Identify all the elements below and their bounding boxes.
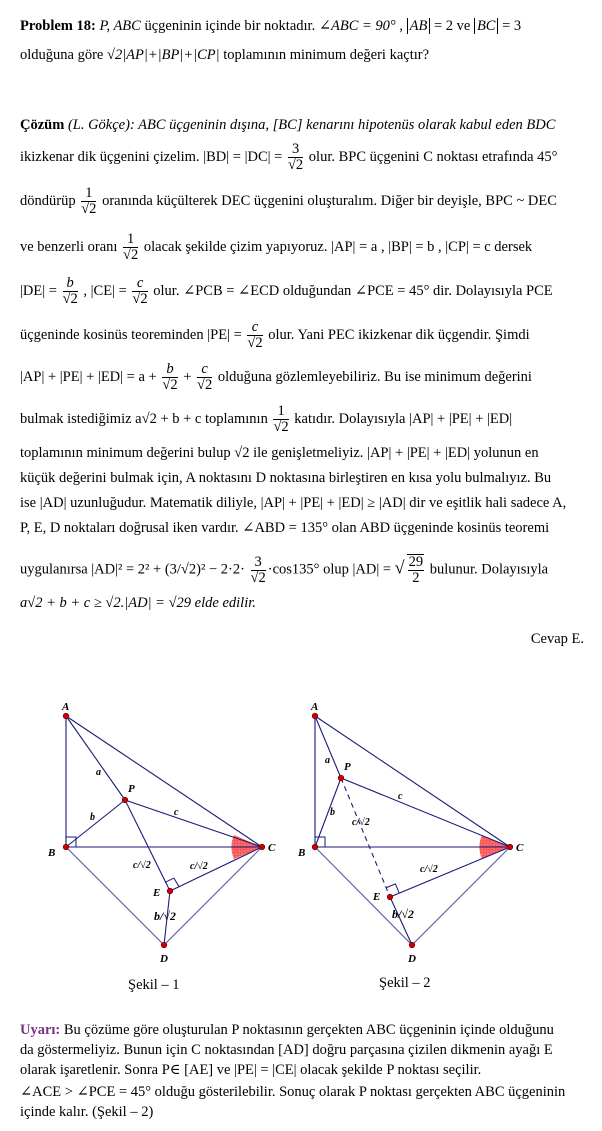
- solution-line: [20, 186, 557, 217]
- angle-abc: ∠ABC = 90°: [318, 18, 396, 34]
- solution-line: uygulanırsa |AD|² = 2² + (3/√2)² − 2·2· $\frac{3}{√2}$ ·cos135° olup |AD| = √ $\frac{29}{2}$ bulunur. Dolayısıyla: [20, 553, 549, 586]
- solution-line: toplamının minimum değerini bulup √2 ile genişletmeliyiz. |AP| + |PE| + |ED| yolunun en: [20, 445, 539, 461]
- segment-dc-outer: [412, 847, 510, 945]
- point-label-b: B: [298, 847, 306, 859]
- solution-label: Çözüm: [20, 117, 65, 133]
- problem-text: toplamının minimum değeri kaçtır?: [223, 47, 430, 63]
- solution-text: ABC üçgeninin dışına, [BC] kenarını hipotenüs olarak kabul eden BDC: [134, 117, 556, 133]
- problem-expression: √2|AP|+|BP|+|CP|: [106, 47, 220, 63]
- solution-text: döndürüp: [20, 192, 76, 209]
- segment-label: c: [398, 791, 403, 802]
- warning-text: Bu çözüme göre oluşturulan P noktasının gerçekten ABC üçgeninin içinde olduğunu: [60, 1022, 554, 1038]
- solution-text: olacak şekilde çizim yapıyoruz. |AP| = a , |BP| = b , |CP| = c dersek: [140, 238, 533, 255]
- problem-line-1: Problem 18: P, ABC üçgeninin içinde bir noktadır. ∠ABC = 90° , AB = 2 ve BC = 3: [20, 18, 522, 34]
- segment-label: c/√2: [352, 817, 370, 828]
- solution-text: ve benzerli oranı: [20, 238, 118, 255]
- segment-label: a: [96, 767, 101, 778]
- point-label-e: E: [373, 891, 381, 903]
- point-label-e: E: [153, 887, 161, 899]
- segment-label: b: [330, 807, 335, 818]
- segment-label: c/√2: [190, 861, 208, 872]
- solution-text: katıdır. Dolayısıyla |AP| + |PE| + |ED|: [290, 410, 513, 427]
- segment-label: c: [174, 807, 179, 818]
- solution-text: üçgeninde kosinüs teoreminden |PE| =: [20, 326, 242, 343]
- solution-text: , |CE| =: [79, 282, 127, 299]
- fraction: $\frac{3}{√2}$: [250, 553, 266, 586]
- fraction: $\frac{c}{√2}$: [197, 361, 213, 393]
- point-e: [167, 888, 173, 894]
- figure-1-caption: Şekil – 1: [128, 977, 180, 993]
- solution-line: [20, 232, 532, 263]
- segment-label: b/√2: [154, 909, 176, 923]
- solution-text: ·cos135° olup |AD| =: [267, 561, 392, 578]
- point-label-b: B: [48, 847, 56, 859]
- fraction: $\frac{b}{√2}$: [162, 361, 178, 393]
- solution-text: oranında küçülterek DEC üçgenini oluşturalım. Diğer bir deyişle, BPC ~ DEC: [98, 192, 557, 209]
- segment-label: b/√2: [392, 907, 414, 921]
- point-d: [409, 942, 415, 948]
- solution-text: bulunur. Dolayısıyla: [426, 561, 549, 578]
- fraction: $\frac{c}{√2}$: [132, 275, 148, 307]
- problem-label: Problem 18:: [20, 18, 96, 34]
- segment-pe: [341, 778, 390, 897]
- point-a: [63, 713, 69, 719]
- warning-label: Uyarı:: [20, 1022, 61, 1038]
- point-b: [63, 844, 69, 850]
- figure-2: [297, 701, 524, 965]
- point-label-c: C: [516, 842, 524, 854]
- point-d: [161, 942, 167, 948]
- segment-bp: [66, 800, 125, 847]
- segment-bd-outer: [315, 847, 412, 945]
- solution-text: |DE| =: [20, 282, 57, 299]
- segment-pc: [341, 778, 510, 847]
- segment-ec: [170, 847, 262, 891]
- figures-svg: [0, 690, 602, 1000]
- warning-line: da göstermeliyiz. Bunun için C noktasından [AD] doğru parçasına çizilen dikmenin ayağı E: [20, 1042, 553, 1058]
- answer: Cevap E.: [530, 631, 584, 647]
- figure-2-caption: Şekil – 2: [379, 975, 431, 991]
- fraction: $\frac{c}{√2}$: [247, 319, 263, 351]
- point-p: [338, 775, 344, 781]
- solution-line: küçük değerini bulmak için, A noktasını D noktasına birleştiren en kısa yolu bulmalıyız. Bu: [20, 470, 552, 486]
- right-angle-e: [386, 884, 399, 893]
- segment-label: b: [90, 812, 95, 823]
- point-label-a: A: [62, 701, 70, 713]
- solution-line: P, E, D noktaları doğrusal iken vardır. ∠ABD = 135° olan ABD üçgeninde kosinüs teoremi: [20, 520, 550, 536]
- point-a: [312, 713, 318, 719]
- solution-line: [20, 320, 530, 351]
- segment-label: c/√2: [133, 860, 151, 871]
- point-e: [387, 894, 393, 900]
- point-c: [507, 844, 513, 850]
- figure-1: [47, 701, 276, 965]
- point-label-p: P: [128, 783, 135, 795]
- solution-line: ise |AD| uzunluğudur. Matematik diliyle, |AP| + |PE| + |ED| ≥ |AD| dir ve eşitlik hali sadece A,: [20, 495, 567, 511]
- solution-text: +: [179, 368, 192, 385]
- ab-value: = 2 ve: [430, 18, 474, 34]
- warning-line: ∠ACE > ∠PCE = 45° olduğu gösterilebilir. Sonuç olarak P noktası gerçekten ABC üçgeninin: [20, 1084, 566, 1100]
- segment-ap: [66, 716, 125, 800]
- fraction: $\frac{1}{√2}$: [123, 231, 139, 263]
- warning-line: olarak işaretlenir. Sonra P∈ [AE] ve |PE| = |CE| olacak şekilde P noktası seçilir.: [20, 1062, 482, 1078]
- point-p: [122, 797, 128, 803]
- fraction: $\frac{1}{√2}$: [273, 403, 289, 435]
- segment-ac: [66, 716, 262, 847]
- solution-text: olur. Yani PEC ikizkenar dik üçgendir. Şimdi: [264, 326, 530, 343]
- point-label-d: D: [408, 953, 416, 965]
- solution-line: [20, 276, 553, 307]
- segment-label: c/√2: [420, 864, 438, 875]
- problem-text: olduğuna göre: [20, 47, 107, 63]
- solution-line: [20, 116, 555, 134]
- solution-text: bulmak istediğimiz a√2 + b + c toplamının: [20, 410, 268, 427]
- solution-text: olduğuna gözlemleyebiliriz. Bu ise minimum değerini: [214, 368, 532, 385]
- point-label-d: D: [160, 953, 168, 965]
- solution-author: (L. Gökçe):: [67, 117, 135, 133]
- abs-bc: BC: [474, 18, 499, 34]
- fraction: $\frac{1}{√2}$: [81, 185, 97, 217]
- solution-text: olur. ∠PCB = ∠ECD olduğundan ∠PCE = 45° dir. Dolayısıyla PCE: [149, 282, 553, 299]
- point-label-a: A: [311, 701, 319, 713]
- solution-text: uygulanırsa |AD|² = 2² + (3/√2)² − 2·2·: [20, 561, 245, 578]
- fraction: $\frac{3}{√2}$: [287, 141, 304, 173]
- fraction: $\frac{29}{2}$: [408, 554, 424, 586]
- solution-text: ikizkenar dik üçgenini çizelim. |BD| = |DC| =: [20, 148, 283, 165]
- abs-ab: AB: [407, 18, 431, 34]
- segment-dc-outer: [164, 847, 262, 945]
- point-c: [259, 844, 265, 850]
- warning-line: [20, 1021, 554, 1039]
- solution-line: a√2 + b + c ≥ √2.|AD| = √29 elde edilir.: [20, 595, 256, 611]
- solution-line: [20, 142, 557, 173]
- problem-text: P, ABC: [99, 18, 141, 34]
- fraction: $\frac{b}{√2}$: [62, 275, 78, 307]
- problem-line-2: [20, 46, 429, 64]
- point-label-p: P: [344, 761, 351, 773]
- solution-line: [20, 404, 512, 435]
- point-label-c: C: [268, 842, 276, 854]
- bc-value: = 3: [498, 18, 522, 34]
- solution-text: |AP| + |PE| + |ED| = a +: [20, 368, 157, 385]
- segment-ac: [315, 716, 510, 847]
- problem-text: üçgeninin içinde bir noktadır.: [140, 18, 319, 34]
- segment-label: a: [325, 755, 330, 766]
- segment-pc: [125, 800, 262, 847]
- point-b: [312, 844, 318, 850]
- solution-text: olur. BPC üçgenini C noktası etrafında 45°: [305, 148, 558, 165]
- warning-line: içinde kalır. (Şekil – 2): [20, 1104, 154, 1120]
- solution-line: [20, 362, 532, 393]
- segment-ed: [390, 897, 412, 945]
- segment-ec: [390, 847, 510, 897]
